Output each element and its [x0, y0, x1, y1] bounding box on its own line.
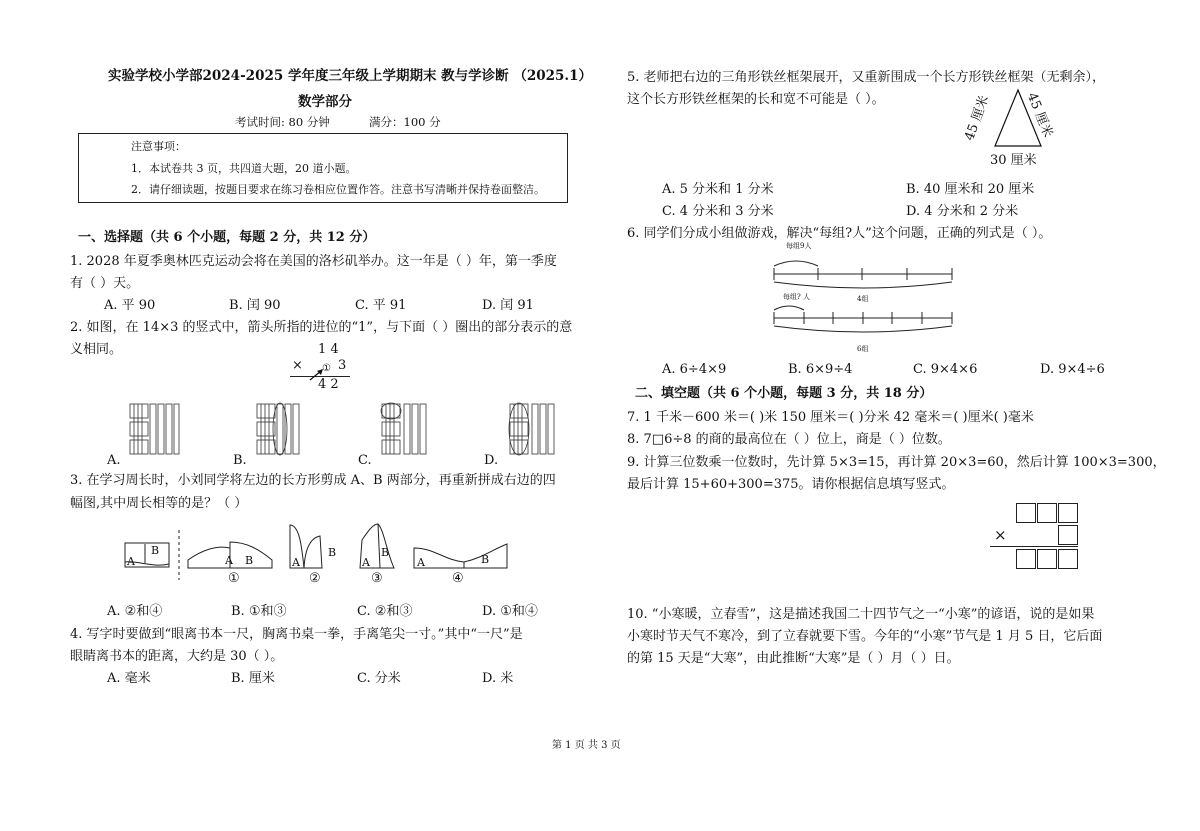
q5-option-a: A. 5 分米和 1 分米: [662, 182, 774, 197]
q10-line-3: 的第 15 天是“大寒”，由此推断“大寒”是（ ）月（ ）日。: [627, 651, 960, 666]
q6-top-label: 每组9人: [786, 242, 812, 250]
q5-option-d: D. 4 分米和 2 分米: [906, 204, 1019, 219]
q6-option-c: C. 9×4×6: [913, 362, 978, 377]
q1-line-1: 1. 2028 年夏季奥林匹克运动会将在美国的洛杉矶举办。这一年是（ ）年，第一季度: [70, 254, 557, 269]
q3-option-a: A. ②和④: [107, 604, 163, 619]
q6-top-count: 4组: [857, 295, 869, 303]
q5-tri-right-label: 45 厘米: [1023, 90, 1056, 140]
notice-heading: 注意事项：: [131, 140, 186, 153]
q2-calc-times: ×: [292, 358, 303, 373]
section-1-title: 一、选择题（共 6 个小题，每题 2 分，共 12 分）: [78, 230, 376, 245]
q3-num-3: ③: [371, 571, 383, 586]
q9-box-res-2[interactable]: [1037, 549, 1057, 569]
section-2-title: 二、填空题（共 6 个小题，每题 3 分，共 18 分）: [635, 386, 933, 401]
q1-option-c: C. 平 91: [355, 298, 407, 313]
q9-rule: [990, 546, 1078, 547]
q2-line-2: 义相同。: [70, 342, 123, 357]
exam-title: 实验学校小学部2024-2025 学年度三年级上学期期末 教与学诊断 （2025.1）: [108, 68, 593, 84]
q5-option-b: B. 40 厘米和 20 厘米: [906, 182, 1035, 197]
q2-option-a: A.: [107, 453, 121, 468]
q9-line-2: 最后计算 15+60+300=375。请你根据信息填写竖式。: [627, 477, 955, 492]
q3-label-b1: B: [245, 554, 254, 567]
q2-blocks-d: [508, 402, 560, 460]
q3-label-b0: B: [151, 544, 160, 557]
exam-time: 考试时间: 80 分钟: [235, 115, 330, 129]
q10-line-2: 小寒时节天气不寒冷，到了立春就要下雪。今年的“小寒”节气是 1 月 5 日，它后面: [627, 629, 1103, 644]
q9-box-res-1[interactable]: [1016, 549, 1036, 569]
q1-line-2: 有（ ）天。: [70, 276, 140, 291]
q3-num-2: ②: [309, 571, 321, 586]
q4-option-b: B. 厘米: [231, 671, 275, 686]
q3-num-1: ①: [228, 571, 240, 586]
q2-option-c: C.: [358, 453, 372, 468]
q9-box-mid[interactable]: [1058, 525, 1078, 545]
full-score: 满分：100 分: [369, 115, 441, 129]
q3-label-a3: A: [362, 556, 370, 569]
q2-calc-top: 1 4: [318, 342, 339, 357]
q9-box-res-3[interactable]: [1058, 549, 1078, 569]
q8: 8. 7□6÷8 的商的最高位在（ ）位上，商是（ ）位数。: [627, 432, 951, 447]
q4-option-c: C. 分米: [357, 671, 401, 686]
q2-blocks-b: [255, 402, 305, 460]
q5-line-2: 这个长方形铁丝框架的长和宽不可能是（ ）。: [627, 92, 885, 107]
q3-label-a2: A: [292, 556, 300, 569]
q5-line-1: 5. 老师把右边的三角形铁丝框架展开，又重新围成一个长方形铁丝框架（无剩余），: [627, 70, 1106, 85]
q3-line-2: 幅图,其中周长相等的是？（ ）: [70, 496, 248, 511]
q2-calc-result: 4 2: [318, 377, 339, 392]
q9-line-1: 9. 计算三位数乘一位数时，先计算 5×3=15，再计算 20×3=60，然后计算 100×3=300，: [627, 455, 1166, 470]
q3-option-b: B. ①和③: [231, 604, 287, 619]
q1-option-d: D. 闰 91: [482, 298, 534, 313]
q4-option-a: A. 毫米: [107, 671, 151, 686]
q3-option-d: D. ①和④: [482, 604, 538, 619]
page-footer: 第 1 页 共 3 页: [552, 740, 621, 751]
q3-label-a1: A: [225, 554, 233, 567]
q3-label-b4: B: [481, 553, 490, 566]
q9-box-top-2[interactable]: [1037, 503, 1057, 523]
q6-option-d: D. 9×4÷6: [1040, 362, 1105, 377]
q7: 7. 1 千米－600 米＝( )米 150 厘米＝( )分米 42 毫米＝( )厘米( )毫米: [627, 410, 1034, 425]
q2-option-d: D.: [484, 453, 499, 468]
q2-blocks-a: [128, 402, 180, 460]
q3-option-c: C. ②和③: [357, 604, 413, 619]
exam-subtitle: 数学部分: [298, 94, 352, 110]
notice-item-2: 2．请仔细读题，按题目要求在练习卷相应位置作答。注意书写清晰并保持卷面整洁。: [131, 183, 545, 196]
q1-option-a: A. 平 90: [104, 298, 156, 313]
q2-arrow-icon: [308, 364, 328, 384]
q9-times-sign: ×: [994, 526, 1007, 544]
q3-label-a4: A: [417, 556, 425, 569]
q2-option-b: B.: [233, 453, 247, 468]
q4-line-1: 4. 写字时要做到“眼离书本一尺，胸离书桌一拳，手离笔尖一寸。”其中“一尺”是: [70, 627, 523, 642]
q6-bottom-label: 每组? 人: [783, 293, 810, 301]
q9-box-top-3[interactable]: [1058, 503, 1078, 523]
notice-box: [78, 133, 568, 203]
q2-blocks-c: [380, 402, 432, 460]
q3-label-b3: B: [381, 546, 390, 559]
q2-calc-mid: 3: [338, 358, 347, 373]
q3-label-b2: B: [328, 546, 337, 559]
q6-option-b: B. 6×9÷4: [788, 362, 853, 377]
q3-num-4: ④: [452, 571, 464, 586]
q6-option-a: A. 6÷4×9: [662, 362, 727, 377]
q2-line-1: 2. 如图，在 14×3 的竖式中，箭头所指的进位的“1”，与下面（ ）圈出的部分表示的意: [70, 320, 573, 335]
q5-tri-left-label: 45 厘米: [962, 93, 993, 143]
q4-line-2: 眼睛离书本的距离，大约是 30（ ）。: [70, 649, 284, 664]
q1-option-b: B. 闰 90: [229, 298, 281, 313]
q10-line-1: 10. “小寒暖，立春雪”，这是描述我国二十四节气之一“小寒”的谚语，说的是如果: [627, 607, 1095, 622]
q6-bottom-count: 6组: [857, 345, 869, 353]
q6-line-1: 6. 同学们分成小组做游戏，解决“每组?人”这个问题，正确的列式是（ ）。: [627, 226, 1052, 241]
q3-label-a0: A: [127, 555, 135, 568]
q5-tri-base-label: 30 厘米: [990, 153, 1037, 168]
q4-option-d: D. 米: [482, 671, 514, 686]
q9-box-top-1[interactable]: [1016, 503, 1036, 523]
q3-line-1: 3. 在学习周长时，小刘同学将左边的长方形剪成 A、B 两部分，再重新拼成右边的四: [70, 473, 556, 488]
q5-option-c: C. 4 分米和 3 分米: [662, 204, 774, 219]
notice-item-1: 1．本试卷共 3 页，共四道大题，20 道小题。: [131, 162, 357, 175]
q2-calc-carry: ①: [322, 363, 331, 374]
